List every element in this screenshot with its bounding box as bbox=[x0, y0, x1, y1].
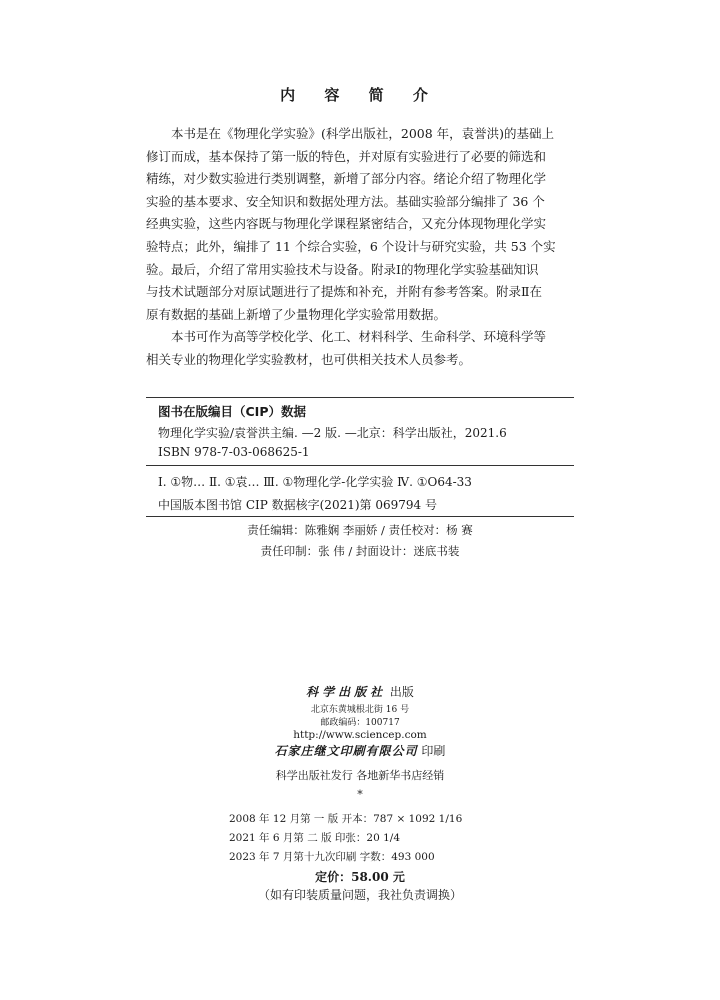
separator-star: * bbox=[357, 788, 363, 801]
printed-by-label: 印刷 bbox=[421, 744, 446, 758]
edition-line: 2008 年 12 月第 一 版 开本：787 × 1092 1/16 bbox=[229, 813, 463, 825]
cip-bottom-rule bbox=[146, 516, 574, 517]
publisher-postcode: 邮政编码：100717 bbox=[320, 718, 400, 728]
cip-top-rule bbox=[146, 397, 574, 398]
intro-line: 验。最后，介绍了常用实验技术与设备。附录Ⅰ的物理化学实验基础知识 bbox=[146, 261, 539, 277]
intro-line: 本书可作为高等学校化学、化工、材料科学、生命科学、环境科学等 bbox=[171, 329, 547, 344]
quality-note: （如有印装质量问题，我社负责调换） bbox=[257, 888, 462, 902]
edition-line: 2021 年 6 月第 二 版 印张：20 1/4 bbox=[229, 832, 401, 844]
intro-paragraph-1 bbox=[146, 123, 576, 326]
intro-line: 相关专业的物理化学实验教材，也可供相关技术人员参考。 bbox=[146, 351, 472, 367]
intro-line: 验特点；此外，编排了 11 个综合实验，6 个设计与研究实验，共 53 个实 bbox=[146, 238, 556, 254]
cip-bibliographic-line: 物理化学实验/袁誉洪主编. —2 版. —北京：科学出版社，2021.6 bbox=[158, 426, 507, 440]
intro-line: 原有数据的基础上新增了少量物理化学实验常用数据。 bbox=[146, 306, 447, 322]
intro-line: 修订而成，基本保持了第一版的特色，并对原有实验进行了必要的筛选和 bbox=[146, 148, 547, 164]
distribution-line: 科学出版社发行 各地新华书店经销 bbox=[275, 769, 445, 782]
intro-paragraph-2 bbox=[146, 326, 576, 371]
editor-credits: 责任编辑：陈雅娴 李丽娇 / 责任校对：杨 赛 bbox=[247, 523, 473, 537]
intro-line: 实验的基本要求、安全知识和数据处理方法。基础实验部分编排了 36 个 bbox=[146, 193, 545, 209]
intro-line: 经典实验，这些内容既与物理化学课程紧密结合，又充分体现物理化学实 bbox=[146, 216, 547, 232]
cip-middle-rule bbox=[146, 465, 574, 466]
printer-line bbox=[0, 742, 720, 759]
intro-line: 本书是在《物理化学实验》(科学出版社，2008 年，袁誉洪)的基础上 bbox=[171, 126, 555, 141]
page-title: 内 容 简 介 bbox=[280, 86, 440, 104]
publisher-logo: 科学出版社 bbox=[306, 685, 387, 699]
printer-logo: 石家庄继文印刷有限公司 bbox=[274, 744, 418, 758]
cip-heading: 图书在版编目（CIP）数据 bbox=[158, 404, 306, 419]
production-credits: 责任印制：张 伟 / 封面设计：迷底书装 bbox=[260, 544, 460, 558]
price: 定价：58.00 元 bbox=[315, 870, 405, 884]
intro-line: 精练，对少数实验进行类别调整，新增了部分内容。绪论介绍了物理化学 bbox=[146, 171, 547, 187]
publisher-line bbox=[0, 683, 720, 700]
publisher-website: http://www.sciencep.com bbox=[293, 729, 427, 741]
published-by-label: 出版 bbox=[389, 685, 414, 699]
publisher-address: 北京东黄城根北街 16 号 bbox=[310, 705, 410, 715]
edition-line: 2023 年 7 月第十九次印刷 字数：493 000 bbox=[229, 851, 435, 863]
cip-record-number: 中国版本图书馆 CIP 数据核字(2021)第 069794 号 bbox=[158, 498, 437, 512]
cip-isbn: ISBN 978-7-03-068625-1 bbox=[158, 445, 310, 459]
intro-line: 与技术试题部分对原试题进行了提炼和补充，并附有参考答案。附录Ⅱ在 bbox=[146, 284, 542, 300]
cip-classification: Ⅰ. ①物… Ⅱ. ①袁… Ⅲ. ①物理化学-化学实验 Ⅳ. ①O64-33 bbox=[158, 475, 472, 489]
